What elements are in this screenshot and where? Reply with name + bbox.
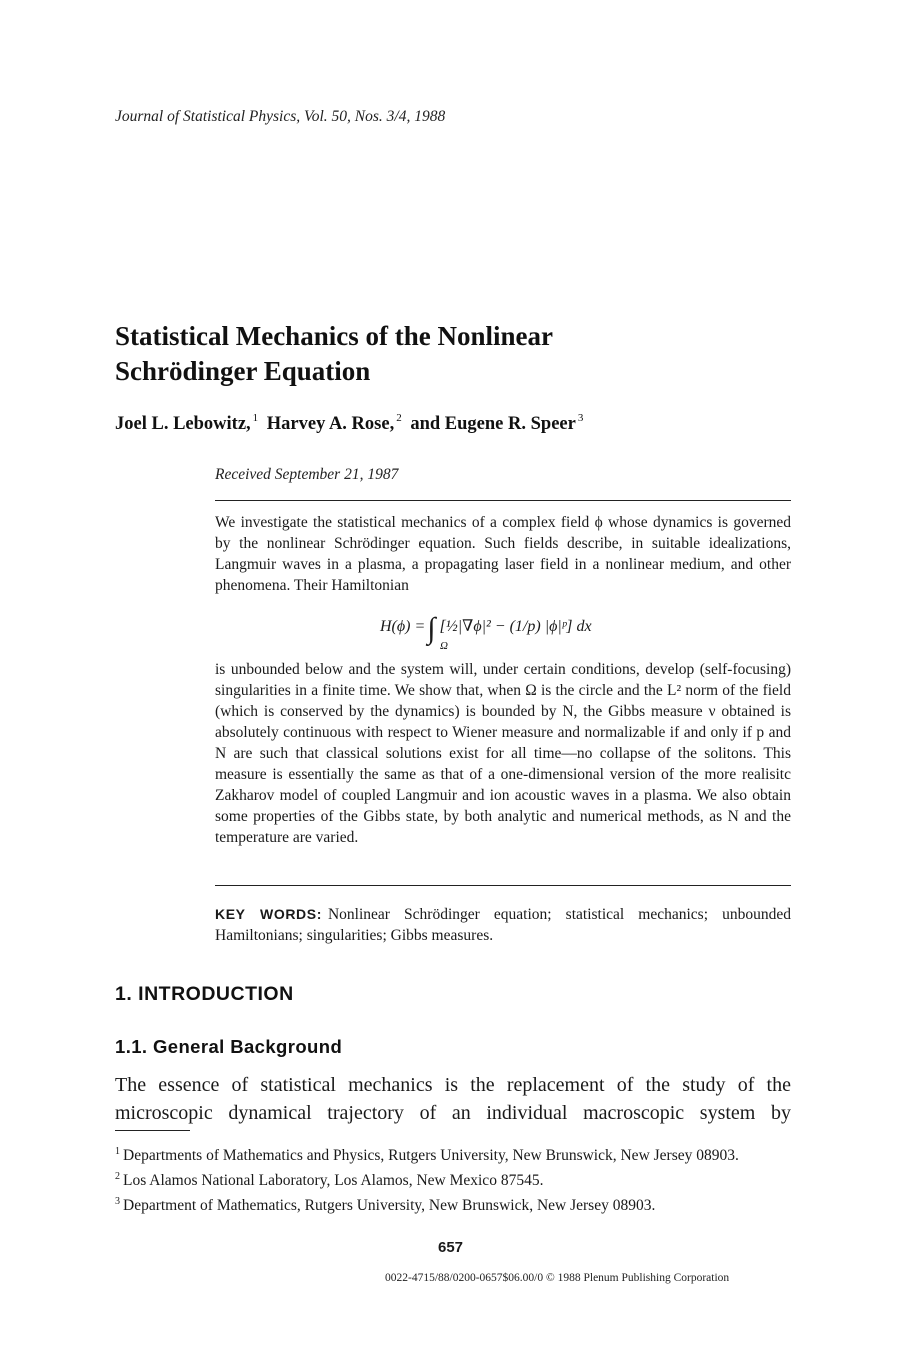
body-paragraph: The essence of statistical mechanics is the replacement of the study of the microscopic dynamical trajectory of an individual macroscopic system by bbox=[115, 1074, 791, 1124]
integral-domain: Ω bbox=[440, 640, 448, 652]
page-number: 657 bbox=[437, 1239, 464, 1256]
footnotes bbox=[115, 1141, 791, 1216]
affiliation-mark: 1 bbox=[252, 412, 259, 424]
title-line-1: Statistical Mechanics of the Nonlinear bbox=[115, 321, 553, 351]
paper-title bbox=[115, 319, 795, 389]
integral-sign: ∫ bbox=[427, 612, 436, 645]
keywords-text: Nonlinear Schrödinger equation; statistical mechanics; unbounded Hamiltonians; singularities; Gibbs measures. bbox=[215, 906, 791, 944]
abstract-part-1: We investigate the statistical mechanics of a complex field ϕ whose dynamics is governed by the nonlinear Schrödinger equation. Such fields describe, in suitable idealizations, Langmuir waves in a plasma, a propagating laser field in a nonlinear medium, and other phenomena. Their Hamiltonian bbox=[215, 514, 791, 594]
author-name: and Eugene R. Speer bbox=[410, 414, 576, 434]
footnote-text: Los Alamos National Laboratory, Los Alamos, New Mexico 87545. bbox=[123, 1172, 544, 1189]
abstract-part-2: is unbounded below and the system will, under certain conditions, develop (self-focusing) singularities in a finite time. We show that, when Ω is the circle and the L² norm of the field (which is conserved by the dynamics) is bounded by N, the Gibbs measure ν obtained is absolutely continuous with respect to Wiener measure and normalizable if and only if p and N are such that classical solutions exist for all time—no collapse of the solitons. This measure is essentially the same as that of a one-dimensional version of the more realisitc Zakharov model of coupled Langmuir and ion acoustic waves in a plasma. We also obtain some properties of the Gibbs state, by both analytic and numerical methods, as N and the temperature are varied. bbox=[215, 661, 791, 846]
section-heading: 1. INTRODUCTION bbox=[115, 983, 294, 1005]
footnote-text: Departments of Mathematics and Physics, Rutgers University, New Brunswick, New Jersey 08903. bbox=[123, 1147, 739, 1164]
affiliation-mark: 2 bbox=[396, 412, 402, 424]
affiliation-mark: 3 bbox=[577, 412, 584, 424]
author-name: Joel L. Lebowitz, bbox=[115, 414, 251, 434]
keywords bbox=[215, 904, 791, 946]
copyright-line: 0022-4715/88/0200-0657$06.00/0 © 1988 Plenum Publishing Corporation bbox=[385, 1272, 730, 1284]
hamiltonian-formula bbox=[380, 612, 592, 652]
abstract-bottom-rule bbox=[215, 885, 791, 886]
author-name: Harvey A. Rose, bbox=[266, 414, 395, 434]
formula-lhs: H(ϕ) = bbox=[380, 618, 426, 635]
footnote-mark: 1 bbox=[115, 1146, 120, 1157]
subsection-heading: 1.1. General Background bbox=[115, 1036, 343, 1057]
title-line-2: Schrödinger Equation bbox=[115, 356, 371, 386]
footnote bbox=[115, 1191, 791, 1216]
abstract-top-rule bbox=[215, 500, 791, 501]
footnote-mark: 2 bbox=[115, 1171, 120, 1182]
footnote-text: Department of Mathematics, Rutgers University, New Brunswick, New Jersey 08903. bbox=[123, 1197, 656, 1214]
footnote-mark: 3 bbox=[115, 1196, 120, 1207]
received-date: Received September 21, 1987 bbox=[215, 466, 399, 483]
footnote-rule bbox=[115, 1130, 190, 1131]
keywords-label: KEY WORDS: bbox=[215, 906, 322, 922]
footnote bbox=[115, 1166, 791, 1191]
footnote bbox=[115, 1141, 791, 1166]
formula-integrand: [½|∇ϕ|² − (1/p) |ϕ|ᵖ] dx bbox=[439, 618, 592, 635]
author-list bbox=[115, 412, 583, 435]
journal-citation: Journal of Statistical Physics, Vol. 50, Nos. 3/4, 1988 bbox=[115, 108, 446, 125]
